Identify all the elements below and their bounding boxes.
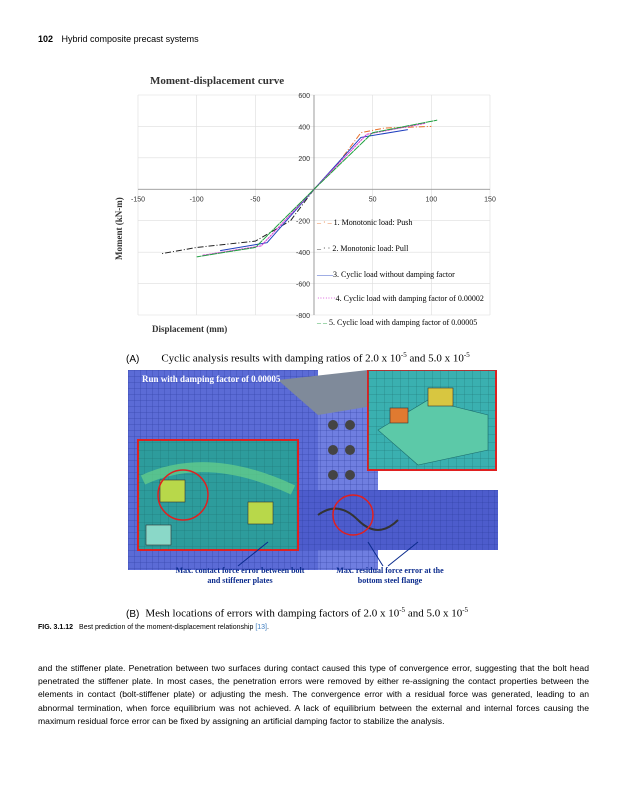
x-axis-label: Displacement (mm) (152, 324, 228, 334)
series-line-2 (161, 189, 314, 253)
y-tick-label: 400 (298, 124, 310, 132)
fe-run-label: Run with damping factor of 0.00005 (142, 374, 281, 384)
y-tick-label: -200 (295, 218, 310, 226)
y-tick-label: -400 (295, 250, 310, 258)
figure-caption: FIG. 3.1.12 Best prediction of the moment-displacement relationship [13]. (38, 624, 269, 631)
y-tick-label: 200 (298, 155, 310, 163)
annotation-residual-error: Max. residual force error at the bottom steel flange (336, 566, 444, 585)
x-tick-label: -50 (250, 196, 261, 204)
legend-item-2: – · · 2. Monotonic load: Pull (317, 244, 409, 253)
body-text: and the stiffener plate. Penetration between two surfaces during contact caused this type of convergence error, suggesting that the bolt head penetrated the stiffener plate. In most cases, the penetration errors were removed by either re-assigning the contact properties between the elements in contact (bolt-stiffener plate) or adjusting the mesh. The convergence error with a residual force was generated, leading to an abnormal termination, when force equilibrium was not achieved. A lack of equilibrium between the external and internal forces causing the maximum residual force error can be fixed by assigning an artificial damping factor to stabilize the analysis. (38, 663, 589, 726)
annotation-arrows (128, 540, 498, 570)
y-axis-label: Moment (kN-m) (114, 197, 124, 260)
legend-item-5: – – 5. Cyclic load with damping factor of 0.00005 (317, 318, 478, 327)
caption-a: (A) Cyclic analysis results with damping ratios of 2.0 x $10^{-5}$ and 5.0 x $10^{-5}$ (126, 351, 470, 365)
page-number: 102 (38, 34, 54, 44)
y-tick-label: -800 (295, 313, 310, 320)
x-tick-label: -150 (130, 196, 146, 204)
series-line-5 (197, 120, 438, 257)
running-title: Hybrid composite precast systems (61, 34, 199, 44)
annotation-contact-error: Max. contact force error between bolt and stiffener plates (175, 566, 305, 585)
x-tick-label: 150 (484, 196, 496, 204)
legend-item-4: ·······4. Cyclic load with damping factor of 0.00002 (317, 294, 484, 303)
page-header (38, 34, 199, 44)
caption-b: (B) Mesh locations of errors with damping factors of 2.0 x $10^{-5}$ and 5.0 x $10^{-5}$ (126, 606, 469, 620)
legend-item-1: – · – 1. Monotonic load: Push (317, 218, 413, 227)
legend-item-3: ——3. Cyclic load without damping factor (317, 270, 455, 279)
y-tick-label: -600 (295, 281, 310, 289)
x-tick-label: 100 (425, 196, 438, 204)
y-tick-label: 600 (298, 93, 310, 100)
x-tick-label: -100 (189, 196, 204, 204)
reference-link[interactable]: [13] (255, 624, 267, 631)
x-tick-label: 50 (368, 196, 377, 204)
chart-title: Moment-displacement curve (150, 75, 285, 87)
